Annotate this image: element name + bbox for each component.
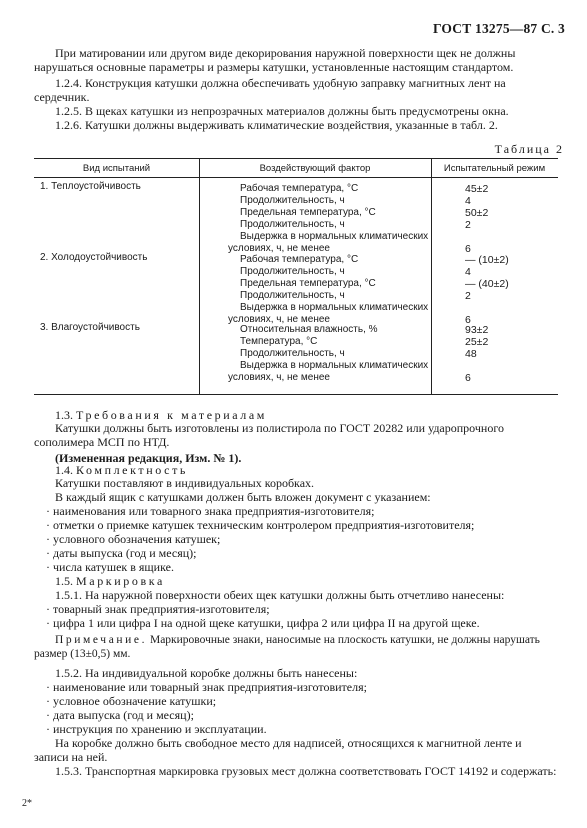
factor-cell: Выдержка в нормальных климатических — [240, 360, 429, 371]
test-type-heat: 1. Теплоустойчивость — [40, 181, 141, 192]
mode-cell: 6 — [465, 243, 471, 255]
section-1-4-heading — [34, 463, 559, 477]
paragraph-1-2-6: 1.2.6. Катушки должны выдерживать климатические воздействия, указанные в табл. 2. — [55, 118, 498, 132]
mode-cell: 48 — [465, 348, 477, 360]
table-header-divider — [34, 177, 558, 178]
factor-cell: Продолжительность, ч — [240, 290, 345, 301]
paragraph-1-5-2-b: На коробке должно быть свободное место для надписей, относящихся к магнитной ленте и записи на ней. — [34, 736, 522, 764]
factor-cell: Рабочая температура, °С — [240, 183, 359, 194]
list-item: · наименования или товарного знака предприятия-изготовителя; — [46, 504, 375, 518]
mode-cell: 45±2 — [465, 183, 489, 195]
list-item: · инструкция по хранению и эксплуатации. — [46, 722, 267, 736]
factor-cell: Рабочая температура, °С — [240, 254, 359, 265]
mode-cell: — (10±2) — [465, 254, 509, 266]
list-item: · товарный знак предприятия-изготовителя; — [46, 602, 270, 616]
factor-cell: Продолжительность, ч — [240, 195, 345, 206]
table-header-mode: Испытательный режим — [443, 163, 546, 174]
amendment-note: (Измененная редакция, Изм. № 1). — [55, 451, 242, 465]
paragraph-1-4-b: В каждый ящик с катушками должен быть вложен документ с указанием: — [55, 490, 431, 504]
factor-cell: Предельная температура, °С — [240, 278, 376, 289]
section-title: Маркировка — [76, 574, 165, 588]
paragraph-1-5-3: 1.5.3. Транспортная маркировка грузовых мест должна соответствовать ГОСТ 14192 и содержать: — [55, 764, 557, 778]
paragraph-1-2-4: 1.2.4. Конструкция катушки должна обеспечивать удобную заправку магнитных лент на сердечник. — [34, 76, 506, 104]
factor-cell: Продолжительность, ч — [240, 348, 345, 359]
factor-cell: Относительная влажность, % — [240, 324, 378, 335]
table-header-factor: Воздействующий фактор — [259, 163, 371, 174]
test-type-cold: 2. Холодоустойчивость — [40, 252, 148, 263]
list-item: · условного обозначения катушек; — [46, 532, 221, 546]
list-item: · условное обозначение катушки; — [46, 694, 217, 708]
mode-cell: 6 — [465, 372, 471, 384]
mode-cell: 50±2 — [465, 207, 489, 219]
paragraph-1-2-5: 1.2.5. В щеках катушки из непрозрачных материалов должны быть предусмотрены окна. — [55, 104, 509, 118]
mode-cell: 6 — [465, 314, 471, 326]
table-top-border — [34, 158, 558, 159]
page-footer-mark: 2* — [22, 798, 32, 809]
note-label: Примечание. — [55, 634, 148, 646]
list-item: · дата выпуска (год и месяц); — [46, 708, 194, 722]
factor-cell: условиях, ч, не менее — [228, 314, 330, 325]
page-header: ГОСТ 13275—87 С. 3 — [432, 21, 565, 36]
section-1-5-heading — [34, 574, 559, 588]
paragraph-1-5-2: 1.5.2. На индивидуальной коробке должны быть нанесены: — [55, 666, 358, 680]
table-column-divider-2 — [431, 158, 432, 394]
list-item: · числа катушек в ящике. — [46, 560, 174, 574]
climate-test-table — [34, 158, 558, 394]
table-header-test-type: Вид испытаний — [82, 163, 151, 174]
section-1-3-heading — [34, 408, 559, 422]
list-item: · даты выпуска (год и месяц); — [46, 546, 197, 560]
list-item: · наименование или товарный знак предприятия-изготовителя; — [46, 680, 367, 694]
mode-cell: 25±2 — [465, 336, 489, 348]
note-text: Маркировочные знаки, наносимые на плоскость катушки, не должны нарушать размер (13±0,5) мм. — [34, 634, 540, 660]
test-type-humidity: 3. Влагоустойчивость — [40, 322, 140, 333]
mode-cell: 4 — [465, 195, 471, 207]
table-caption: Таблица 2 — [494, 142, 564, 156]
factor-cell: Продолжительность, ч — [240, 219, 345, 230]
factor-cell: Температура, °С — [240, 336, 318, 347]
note — [34, 633, 559, 661]
factor-cell: условиях, ч, не менее — [228, 243, 330, 254]
mode-cell: — (40±2) — [465, 278, 509, 290]
factor-cell: Выдержка в нормальных климатических — [240, 302, 429, 313]
table-bottom-border — [34, 394, 558, 395]
factor-cell: условиях, ч, не менее — [228, 372, 330, 383]
section-number: 1.3. — [55, 408, 73, 422]
paragraph-1-3: Катушки должны быть изготовлены из полистирола по ГОСТ 20282 или ударопрочного сополимера МСП по НТД. — [34, 421, 504, 449]
list-item: · отметки о приемке катушек техническим контролером предприятия-изготовителя; — [46, 518, 475, 532]
paragraph-decoration: При матировании или другом виде декорирования наружной поверхности щек не должны нарушаться основные параметры и размеры катушки, установленные настоящим стандартом. — [34, 46, 516, 74]
factor-cell: Продолжительность, ч — [240, 266, 345, 277]
table-column-divider-1 — [199, 158, 200, 394]
section-number: 1.4. — [55, 463, 73, 477]
section-number: 1.5. — [55, 574, 73, 588]
mode-cell: 93±2 — [465, 324, 489, 336]
paragraph-1-4-a: Катушки поставляют в индивидуальных коробках. — [55, 476, 315, 490]
factor-cell: Выдержка в нормальных климатических — [240, 231, 429, 242]
mode-cell: 4 — [465, 266, 471, 278]
section-title: Требования к материалам — [76, 408, 267, 422]
paragraph-1-5-1: 1.5.1. На наружной поверхности обеих щек катушки должны быть отчетливо нанесены: — [55, 588, 505, 602]
mode-cell: 2 — [465, 219, 471, 231]
factor-cell: Предельная температура, °С — [240, 207, 376, 218]
section-title: Комплектность — [76, 463, 188, 477]
mode-cell: 2 — [465, 290, 471, 302]
list-item: · цифра 1 или цифра I на одной щеке катушки, цифра 2 или цифра II на другой щеке. — [46, 616, 480, 630]
